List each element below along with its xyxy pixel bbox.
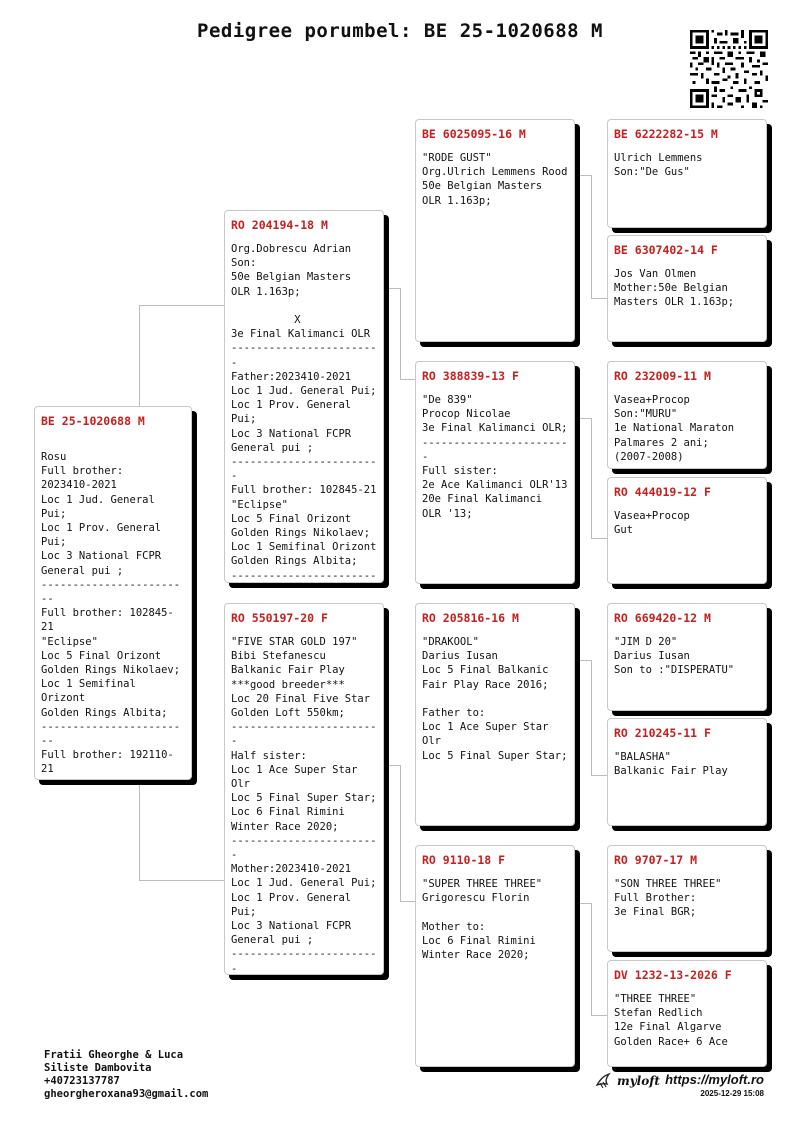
- ring-number: RO 550197-20 F: [231, 611, 328, 625]
- owner-name: Fratii Gheorghe & Luca: [44, 1049, 184, 1061]
- dam-dam-dam-card[interactable]: [607, 960, 767, 1067]
- connector: [384, 765, 400, 766]
- connector: [591, 418, 592, 538]
- owner-location: Siliste Dambovita: [44, 1062, 152, 1074]
- owner-phone[interactable]: +40723137787: [44, 1075, 120, 1087]
- connector: [139, 780, 140, 880]
- ring-number: RO 9110-18 F: [422, 853, 506, 867]
- connector: [591, 175, 592, 298]
- connector: [400, 288, 401, 379]
- qr-code: [690, 30, 768, 108]
- pigeon-details: Vasea+Procop Gut: [614, 510, 690, 537]
- pigeon-details: "RODE GUST" Org.Ulrich Lemmens Rood 50e Belgian Masters OLR 1.163p;: [422, 152, 568, 207]
- dam-sire-dam-card[interactable]: [607, 718, 767, 826]
- connector: [400, 379, 416, 380]
- connector: [591, 660, 592, 775]
- connector: [591, 298, 607, 299]
- ring-number: RO 205816-16 M: [422, 611, 519, 625]
- ring-number: RO 388839-13 F: [422, 369, 519, 383]
- sire-dam-dam-card[interactable]: [607, 477, 767, 584]
- pigeon-details: Jos Van Olmen Mother:50e Belgian Masters OLR 1.163p;: [614, 268, 735, 309]
- sire-sire-sire-card[interactable]: [607, 119, 767, 228]
- pigeon-details: "DRAKOOL" Darius Iusan Loc 5 Final Balkanic Fair Play Race 2016; Father to: Loc 1 Ace Super Star Olr Loc 5 Final Super Star;: [422, 636, 568, 762]
- dam-card[interactable]: [224, 603, 384, 975]
- pigeon-details: Rosu Full brother: 2023410-2021 Loc 1 Jud. General Pui; Loc 1 Prov. General Pui; Loc 3 National FCPR General pui ; ------------------------ Full brother: 102845-21 "Eclipse" Loc 5 Final Orizont Golden Rings Nikolaev; Loc 1 Semifinal Orizont Golden Rings Albita; ------------------------ Full brother: 192110-21: [41, 451, 181, 776]
- connector: [400, 765, 401, 901]
- dam-sire-sire-card[interactable]: [607, 603, 767, 711]
- ring-number: RO 204194-18 M: [231, 218, 328, 232]
- pigeon-details: "THREE THREE" Stefan Redlich 12e Final Algarve Golden Race+ 6 Ace: [614, 993, 728, 1048]
- myloft-logo: [594, 1071, 660, 1091]
- pigeon-details: "BALASHA" Balkanic Fair Play: [614, 751, 728, 778]
- pigeon-logo-icon: [594, 1071, 614, 1091]
- ring-number: RO 669420-12 M: [614, 611, 711, 625]
- connector: [591, 775, 607, 776]
- pigeon-details: "De 839" Procop Nicolae 3e Final Kalimanci OLR; ------------------------ Full sister: 2e Ace Kalimanci OLR'13 20e Final Kalimanci OLR '13;: [422, 394, 568, 520]
- pigeon-details: "SUPER THREE THREE" Grigorescu Florin Mother to: Loc 6 Final Rimini Winter Race 2020;: [422, 878, 543, 962]
- connector: [139, 305, 226, 306]
- connector: [591, 538, 607, 539]
- connector: [400, 901, 416, 902]
- sire-dam-sire-card[interactable]: [607, 361, 767, 469]
- connector: [575, 418, 591, 419]
- pigeon-details: Ulrich Lemmens Son:"De Gus": [614, 152, 703, 179]
- pigeon-details: "FIVE STAR GOLD 197" Bibi Stefanescu Balkanic Fair Play ***good breeder*** Loc 20 Final Five Star Golden Loft 550km; ------------------------ Half sister: Loc 1 Ace Super Star Olr Loc 5 Final Super Star; Loc 6 Final Rimini Winter Race 2020; ------------------------ Mother:2023410-2021 Loc 1 Jud. General Pui; Loc 1 Prov. General Pui; Loc 3 National FCPR General pui ; ------------------------: [231, 636, 377, 975]
- pigeon-details: "JIM D 20" Darius Iusan Son to :"DISPERATU": [614, 636, 735, 677]
- pigeon-details: Org.Dobrescu Adrian Son: 50e Belgian Masters OLR 1.163p; X 3e Final Kalimanci OLR ------------------------ Father:2023410-2021 Loc 1 Jud. General Pui; Loc 1 Prov. General Pui; Loc 3 National FCPR General pui ; ------------------------ Full brother: 102845-21 "Eclipse" Loc 5 Final Orizont Golden Rings Nikolaev; Loc 1 Semifinal Orizont Golden Rings Albita; -----------------------: [231, 243, 377, 582]
- ring-number: BE 6307402-14 F: [614, 243, 718, 257]
- sire-sire-dam-card[interactable]: [607, 235, 767, 342]
- ring-number: RO 232009-11 M: [614, 369, 711, 383]
- ring-number: RO 210245-11 F: [614, 726, 711, 740]
- website-link[interactable]: https://myloft.ro: [665, 1072, 764, 1087]
- dam-sire-card[interactable]: [415, 603, 575, 826]
- dam-dam-sire-card[interactable]: [607, 845, 767, 952]
- sire-sire-card[interactable]: [415, 119, 575, 342]
- pigeon-details: Vasea+Procop Son:"MURU" 1e National Maraton Palmares 2 ani; (2007-2008): [614, 394, 735, 463]
- owner-contact: [44, 1049, 208, 1101]
- ring-number: BE 25-1020688 M: [41, 414, 145, 428]
- sire-card[interactable]: [224, 210, 384, 583]
- connector: [591, 903, 592, 1015]
- ring-number: DV 1232-13-2026 F: [614, 968, 732, 982]
- connector: [139, 305, 140, 408]
- connector: [575, 660, 591, 661]
- owner-email[interactable]: gheorgheroxana93@gmail.com: [44, 1088, 209, 1100]
- connector: [139, 880, 226, 881]
- connector: [575, 175, 591, 176]
- generated-date: 2025-12-29 15:08: [700, 1089, 764, 1098]
- ring-number: RO 9707-17 M: [614, 853, 698, 867]
- pigeon-details: "SON THREE THREE" Full Brother: 3e Final BGR;: [614, 878, 722, 919]
- ring-number: RO 444019-12 F: [614, 485, 711, 499]
- connector: [591, 1015, 607, 1016]
- connector: [575, 903, 591, 904]
- page-title: Pedigree porumbel: BE 25-1020688 M: [197, 20, 603, 42]
- subject-card[interactable]: [34, 406, 192, 780]
- logo-text: myloft: [617, 1074, 660, 1088]
- connector: [384, 288, 400, 289]
- dam-dam-card[interactable]: [415, 845, 575, 1067]
- sire-dam-card[interactable]: [415, 361, 575, 584]
- ring-number: BE 6025095-16 M: [422, 127, 526, 141]
- ring-number: BE 6222282-15 M: [614, 127, 718, 141]
